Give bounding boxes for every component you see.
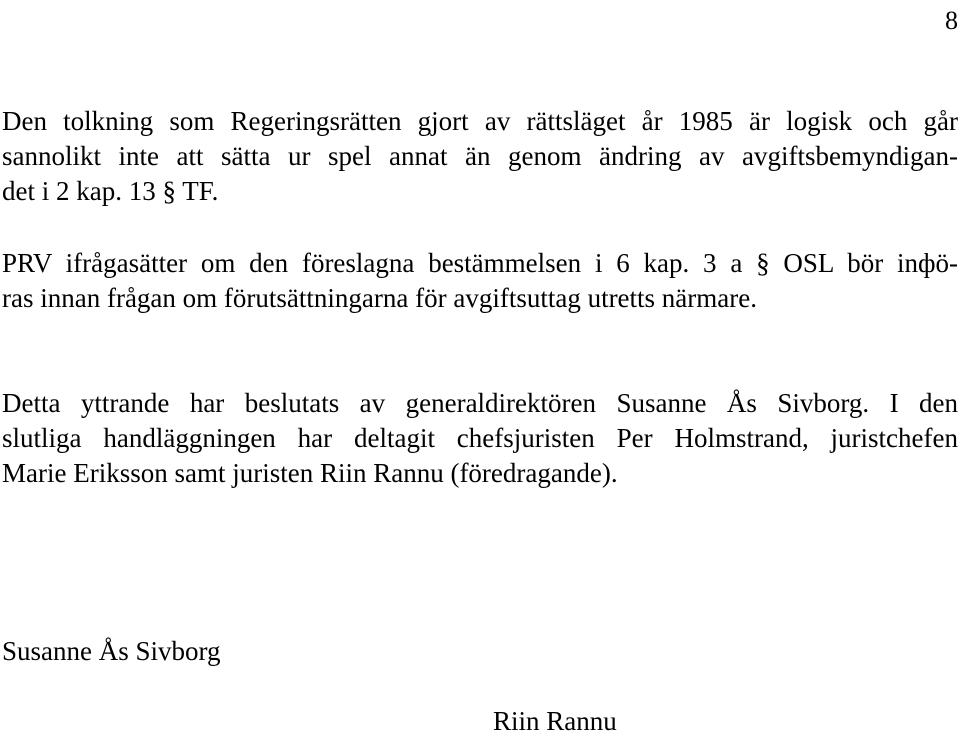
text-line: slutliga handläggningen har deltagit chefsjuristen Per Holmstrand, juristchefen: [2, 423, 958, 453]
page-number: 8: [945, 6, 958, 35]
signature-presenter: Riin Rannu: [493, 706, 617, 736]
signature-signer: Susanne Ås Sivborg: [2, 636, 221, 666]
text-line: sannolikt inte att sätta ur spel annat än genom ändring av avgiftsbemyndigan-: [2, 141, 958, 171]
text-line: det i 2 kap. 13 § TF.: [2, 176, 219, 206]
paragraph-decision: [2, 386, 958, 491]
paragraph-interpretation: [2, 104, 958, 209]
text-line: PRV ifrågasätter om den föreslagna bestämmelsen i 6 kap. 3 a § OSL bör inфö-: [2, 248, 958, 278]
text-line: Detta yttrande har beslutats av generaldirektören Susanne Ås Sivborg. I den: [2, 388, 958, 418]
text-line: ras innan frågan om förutsättningarna för avgiftsuttag utretts närmare.: [2, 283, 757, 313]
text-line: Den tolkning som Regeringsrätten gjort av rättsläget år 1985 är logisk och går: [2, 106, 958, 136]
paragraph-prv-question: [2, 246, 958, 316]
text-line: Marie Eriksson samt juristen Riin Rannu (föredragande).: [2, 458, 618, 488]
